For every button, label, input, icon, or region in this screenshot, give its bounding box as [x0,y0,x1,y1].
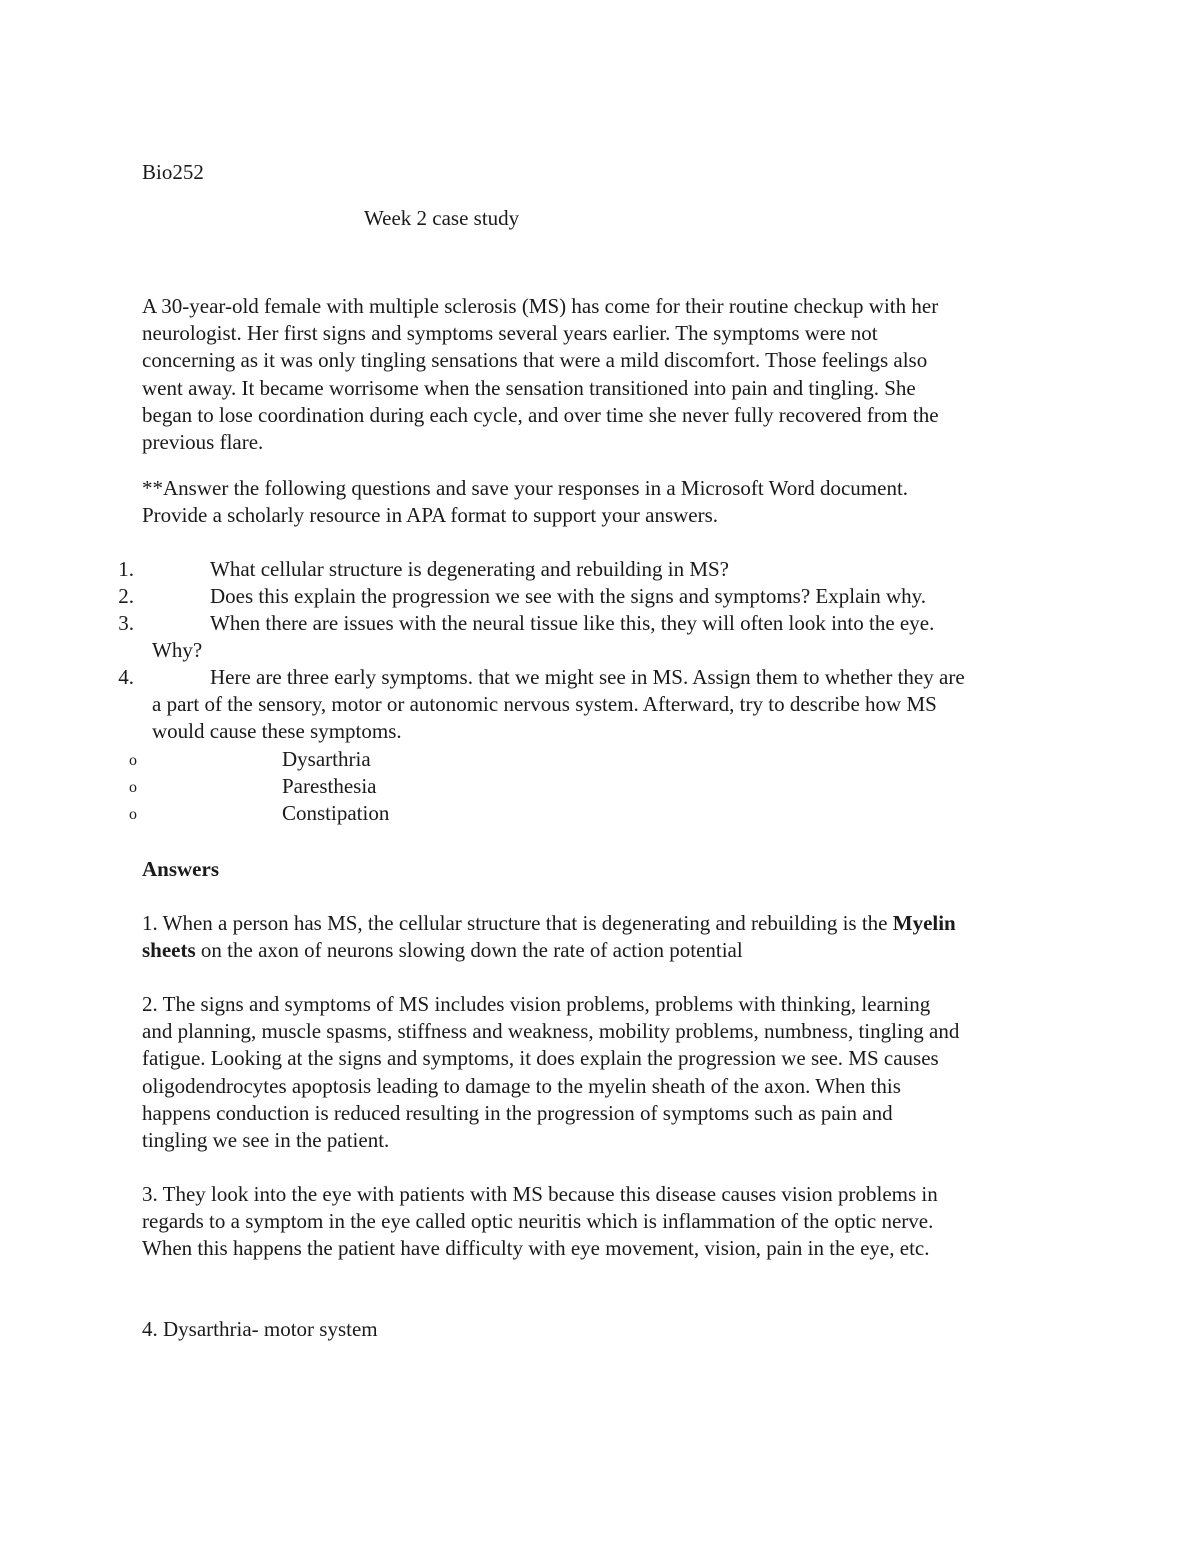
answer-1-text: 1. When a person has MS, the cellular structure that is degenerating and rebuilding is the [142,911,893,935]
intro-line: previous flare. [142,430,264,455]
question-number: 4. [118,665,134,689]
answer-1-bold: Myelin [892,911,956,935]
bullet-marker: o [129,806,137,823]
question-number: 3. [118,611,134,635]
answer-3-line: 3. They look into the eye with patients with MS because this disease causes vision problems in [142,1182,938,1206]
symptom-item: Constipation [282,801,390,825]
answer-1-bold: sheets [142,938,196,963]
intro-line: concerning as it was only tingling sensations that were a mild discomfort. Those feelings also [142,348,928,373]
answer-1-text: on the axon of neurons slowing down the rate of action potential [195,938,743,963]
answer-2-line: happens conduction is reduced resulting in the progression of symptoms such as pain and [142,1100,893,1125]
answer-2-line: and planning, muscle spasms, stiffness and weakness, mobility problems, numbness, tingling and [142,1019,960,1044]
question-continuation: Why? [152,638,203,662]
intro-line: neurologist. Her first signs and symptoms several years earlier. The symptoms were not [142,321,878,346]
question-text: Here are three early symptoms. that we might see in MS. Assign them to whether they are [210,665,965,689]
question-continuation: a part of the sensory, motor or autonomic nervous system. Afterward, try to describe how MS [152,692,937,716]
question-number: 2. [118,584,134,608]
question-text: When there are issues with the neural tissue like this, they will often look into the eye. [210,611,935,635]
answer-2-line: 2. The signs and symptoms of MS includes vision problems, problems with thinking, learning [142,992,931,1016]
symptom-item: Dysarthria [282,747,371,771]
answer-3-line: regards to a symptom in the eye called optic neuritis which is inflammation of the optic nerve. [142,1209,934,1234]
answer-2-line: fatigue. Looking at the signs and symptoms, it does explain the progression we see. MS causes [142,1046,939,1071]
intro-line: went away. It became worrisome when the sensation transitioned into pain and tingling. She [142,375,916,400]
answer-1 [142,910,1082,964]
answer-2-line: tingling we see in the patient. [142,1128,390,1153]
question-text: Does this explain the progression we see with the signs and symptoms? Explain why. [210,584,927,608]
answer-2 [142,991,1082,1154]
answer-2-line: oligodendrocytes apoptosis leading to damage to the myelin sheath of the axon. When this [142,1073,901,1098]
question-number: 1. [118,557,134,581]
answer-4: 4. Dysarthria- motor system [142,1317,378,1341]
question-continuation: would cause these symptoms. [152,719,402,743]
answers-heading: Answers [142,857,219,881]
intro-line: A 30-year-old female with multiple sclerosis (MS) has come for their routine checkup with her [142,294,939,318]
answer-3-line: When this happens the patient have difficulty with eye movement, vision, pain in the eye, etc. [142,1236,930,1261]
instructions-line: **Answer the following questions and save your responses in a Microsoft Word document. [142,476,909,500]
answer-3 [142,1181,1082,1263]
document-title: Week 2 case study [364,206,520,230]
bullet-marker: o [129,779,137,796]
intro-line: began to lose coordination during each cycle, and over time she never fully recovered from the [142,402,939,427]
instructions-paragraph [142,475,1082,529]
course-code: Bio252 [142,160,204,184]
symptom-item: Paresthesia [282,774,377,798]
question-text: What cellular structure is degenerating and rebuilding in MS? [210,557,730,581]
bullet-marker: o [129,752,137,769]
instructions-line: Provide a scholarly resource in APA format to support your answers. [142,503,719,528]
intro-paragraph [142,293,1082,456]
